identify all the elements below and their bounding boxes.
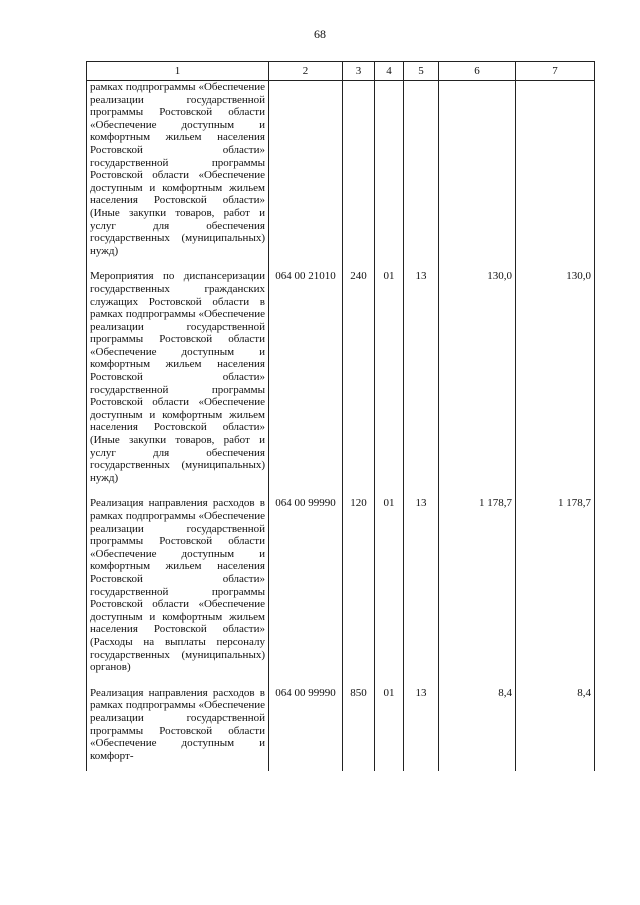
table-row [87,81,595,267]
row-col7 [516,81,595,267]
row-code: 064 00 99990 [269,683,343,772]
row-col6 [439,81,516,267]
row-col3 [343,81,375,267]
row-col7: 1 178,7 [516,493,595,682]
column-header: 2 [269,62,343,81]
row-code [269,81,343,267]
row-col4: 01 [375,266,404,493]
table-header-row [87,62,595,81]
table-row [87,683,595,772]
row-col6: 8,4 [439,683,516,772]
row-col4 [375,81,404,267]
row-col3: 240 [343,266,375,493]
column-header: 7 [516,62,595,81]
row-col6: 130,0 [439,266,516,493]
row-description: рамках подпрограммы «Обеспечение реализации государственной программы Ростовской области «Обеспечение доступным и комфортным жильем населения Ростовской области» государственной программы Ростовской области «Обеспечение доступным и комфортным жильем населения Ростовской области» (Иные закупки товаров, работ и услуг для обеспечения государственных (муниципальных) нужд) [87,81,269,267]
column-header: 4 [375,62,404,81]
row-code: 064 00 99990 [269,493,343,682]
column-header: 3 [343,62,375,81]
row-col5: 13 [404,266,439,493]
row-description: Мероприятия по диспансеризации государственных гражданских служащих Ростовской области в рамках подпрограммы «Обеспечение реализации государственной программы Ростовской области «Обеспечение доступным и комфортным жильем населения Ростовской области» государственной программы Ростовской области «Обеспечение доступным и комфортным жильем населения Ростовской области» (Иные закупки товаров, работ и услуг для обеспечения государственных (муниципальных) нужд) [87,266,269,493]
column-header: 1 [87,62,269,81]
row-col4: 01 [375,683,404,772]
column-header: 5 [404,62,439,81]
table-row [87,493,595,682]
row-col3: 850 [343,683,375,772]
column-header: 6 [439,62,516,81]
row-col3: 120 [343,493,375,682]
row-col7: 8,4 [516,683,595,772]
row-col6: 1 178,7 [439,493,516,682]
row-col5 [404,81,439,267]
row-col4: 01 [375,493,404,682]
page-number: 68 [314,27,326,41]
row-col7: 130,0 [516,266,595,493]
row-description: Реализация направления расходов в рамках подпрограммы «Обеспечение реализации государственной программы Ростовской области «Обеспечение доступным и комфортным жильем населения Ростовской области» государственной программы Ростовской области «Обеспечение доступным и комфортным жильем населения Ростовской области» (Расходы на выплаты персоналу государственных (муниципальных) органов) [87,493,269,682]
row-col5: 13 [404,493,439,682]
row-code: 064 00 21010 [269,266,343,493]
row-col5: 13 [404,683,439,772]
table-row [87,266,595,493]
budget-table [86,61,595,771]
row-description: Реализация направления расходов в рамках подпрограммы «Обеспечение реализации государственной программы Ростовской области «Обеспечение доступным и комфорт- [87,683,269,772]
